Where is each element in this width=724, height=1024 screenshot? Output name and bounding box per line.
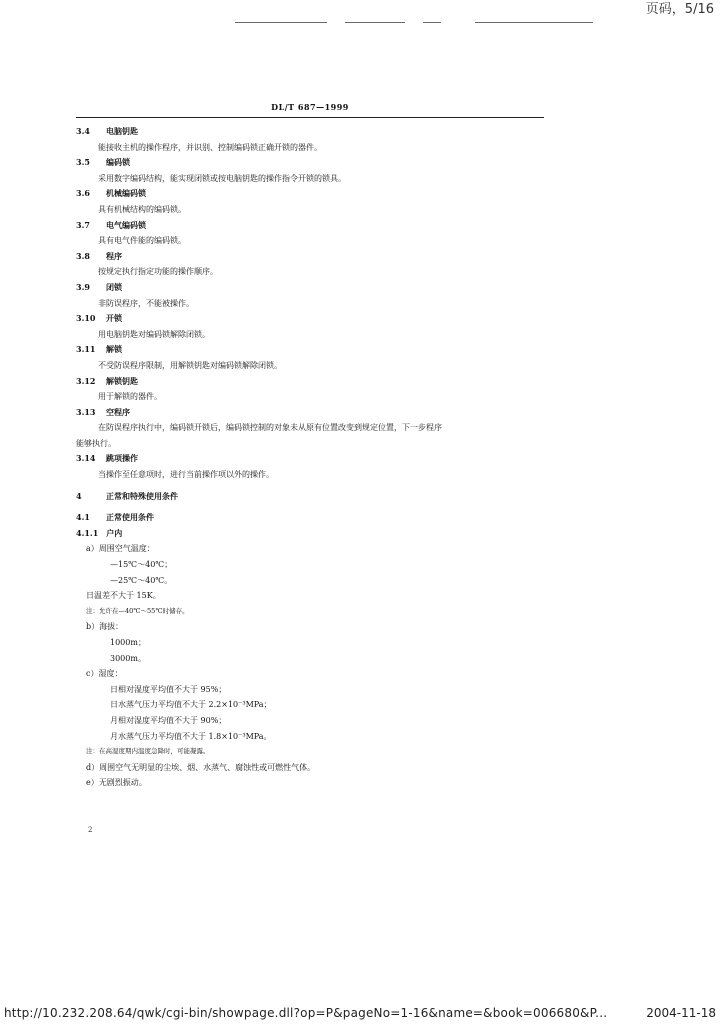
clause-text bbox=[76, 604, 556, 620]
clause-heading bbox=[76, 405, 556, 421]
clause-text bbox=[76, 588, 556, 604]
clause-body: 1000m； bbox=[110, 638, 146, 647]
clause-body: 用电脑钥匙对编码锁解除闭锁。 bbox=[98, 329, 210, 339]
clause-term: 户内 bbox=[106, 527, 123, 538]
document-body bbox=[76, 124, 556, 791]
clause-body: 日相对湿度平均值不大于 95%； bbox=[110, 684, 227, 694]
clause-text bbox=[76, 358, 556, 374]
clause-heading bbox=[76, 489, 556, 505]
clause-text bbox=[76, 682, 556, 698]
clause-number: 3.10 bbox=[76, 313, 96, 324]
clause-body: 能接收主机的操作程序，并识别、控制编码锁正确开锁的器件。 bbox=[98, 142, 322, 152]
page-number: 2 bbox=[88, 826, 93, 834]
clause-body: 按规定执行指定功能的操作顺序。 bbox=[98, 267, 218, 277]
clause-body: 非防误程序，不能被操作。 bbox=[98, 298, 194, 308]
clause-body: 3000m。 bbox=[110, 653, 146, 663]
clause-number: 3.14 bbox=[76, 453, 96, 464]
clause-body: 用于解锁的器件。 bbox=[98, 392, 162, 402]
page-indicator: 页码，5/16 bbox=[645, 2, 714, 17]
clause-heading bbox=[76, 510, 556, 526]
clause-body: 日水蒸气压力平均值不大于 2.2×10⁻³MPa； bbox=[110, 700, 272, 710]
clause-text bbox=[76, 760, 556, 776]
clause-body: 不受防误程序限制，用解锁钥匙对编码锁解除闭锁。 bbox=[98, 360, 282, 370]
clause-number: 3.11 bbox=[76, 344, 96, 355]
clause-body: 采用数字编码结构，能实现闭锁或按电脑钥匙的操作指令开锁的锁具。 bbox=[98, 173, 346, 183]
clause-text bbox=[76, 651, 556, 667]
clause-term: 编码锁 bbox=[106, 157, 130, 168]
clause-body: 注：允许在—40℃～55℃时储存。 bbox=[86, 606, 189, 615]
clause-body: 日温差不大于 15K。 bbox=[86, 591, 161, 601]
clause-body: 具有电气件能的编码锁。 bbox=[98, 236, 186, 246]
clause-text bbox=[76, 729, 556, 745]
clause-term: 解锁 bbox=[106, 344, 122, 355]
clause-text bbox=[76, 140, 556, 156]
clause-number: 3.12 bbox=[76, 375, 96, 386]
clause-heading bbox=[76, 342, 556, 358]
clause-text bbox=[76, 420, 556, 436]
clause-text bbox=[76, 697, 556, 713]
clause-number: 3.13 bbox=[76, 406, 96, 417]
clause-heading bbox=[76, 374, 556, 390]
clause-body: 当操作至任意项时，进行当前操作项以外的操作。 bbox=[98, 470, 274, 480]
clause-text bbox=[76, 296, 556, 312]
clause-text bbox=[76, 744, 556, 760]
clause-term: 闭锁 bbox=[106, 281, 122, 292]
clause-text bbox=[76, 327, 556, 343]
clause-text bbox=[76, 713, 556, 729]
clause-number: 3.8 bbox=[76, 250, 90, 261]
clause-text bbox=[76, 467, 556, 483]
footer-url: http://10.232.208.64/qwk/cgi-bin/showpage.dll?op=P&pageNo=1-16&name=&book=006680&P... bbox=[4, 1006, 608, 1020]
clause-number: 3.5 bbox=[76, 157, 90, 168]
clause-term: 程序 bbox=[106, 250, 122, 261]
clause-text bbox=[76, 389, 556, 405]
clause-term: 电脑钥匙 bbox=[106, 126, 138, 136]
clause-text bbox=[76, 171, 556, 187]
clause-number: 3.9 bbox=[76, 281, 90, 292]
clause-text bbox=[76, 635, 556, 651]
clause-text bbox=[76, 541, 556, 557]
clause-body: 具有机械结构的编码锁。 bbox=[98, 204, 186, 214]
clause-number: 4 bbox=[76, 490, 82, 501]
clause-body: 注：在高湿度期内温度急降时，可能凝露。 bbox=[86, 747, 210, 756]
clause-body: 能够执行。 bbox=[76, 438, 116, 448]
clause-body: —25℃～40℃。 bbox=[110, 575, 173, 585]
clause-term: 空程序 bbox=[106, 406, 130, 417]
clause-body: —15℃～40℃； bbox=[110, 560, 173, 570]
clause-number: 4.1.1 bbox=[76, 527, 99, 538]
clause-number: 3.6 bbox=[76, 188, 90, 199]
clause-heading bbox=[76, 526, 556, 542]
clause-heading bbox=[76, 186, 556, 202]
clause-term: 正常使用条件 bbox=[106, 512, 154, 523]
clause-body: c）湿度： bbox=[86, 669, 123, 679]
clause-body: b）海拔： bbox=[86, 622, 124, 632]
scan-artifact-marks bbox=[235, 22, 595, 26]
clause-body: 在防误程序执行中，编码锁开锁后，编码锁控制的对象未从原有位置改变到规定位置，下一步程序 bbox=[98, 423, 442, 433]
clause-text bbox=[76, 233, 556, 249]
clause-heading bbox=[76, 249, 556, 265]
clause-term: 解锁钥匙 bbox=[106, 375, 138, 386]
clause-body: a）周围空气温度： bbox=[86, 544, 155, 554]
clause-term: 跳项操作 bbox=[106, 453, 138, 464]
header-rule bbox=[76, 117, 544, 118]
clause-body: 月相对湿度平均值不大于 90%； bbox=[110, 715, 227, 725]
footer-date: 2004-11-18 bbox=[646, 1006, 716, 1020]
clause-text bbox=[76, 557, 556, 573]
clause-term: 开锁 bbox=[106, 313, 122, 324]
clause-number: 3.7 bbox=[76, 219, 90, 230]
clause-text bbox=[76, 436, 556, 452]
clause-heading bbox=[76, 155, 556, 171]
clause-number: 4.1 bbox=[76, 512, 90, 523]
clause-heading bbox=[76, 311, 556, 327]
clause-body: 月水蒸气压力平均值不大于 1.8×10⁻³MPa。 bbox=[110, 731, 272, 741]
clause-text bbox=[76, 666, 556, 682]
clause-text bbox=[76, 264, 556, 280]
standard-code-header: DL/T 687—1999 bbox=[271, 102, 349, 112]
clause-text bbox=[76, 619, 556, 635]
clause-text bbox=[76, 202, 556, 218]
clause-text bbox=[76, 573, 556, 589]
clause-number: 3.4 bbox=[76, 126, 90, 136]
clause-body: d）周围空气无明显的尘埃、烟、水蒸气、腐蚀性或可燃性气体。 bbox=[86, 762, 316, 772]
clause-term: 电气编码锁 bbox=[106, 219, 146, 230]
clause-heading bbox=[76, 124, 556, 140]
clause-term: 正常和特殊使用条件 bbox=[106, 490, 178, 501]
clause-heading bbox=[76, 451, 556, 467]
clause-body: e）无剧烈振动。 bbox=[86, 778, 147, 788]
clause-heading bbox=[76, 280, 556, 296]
clause-term: 机械编码锁 bbox=[106, 188, 146, 199]
clause-heading bbox=[76, 218, 556, 234]
clause-text bbox=[76, 775, 556, 791]
